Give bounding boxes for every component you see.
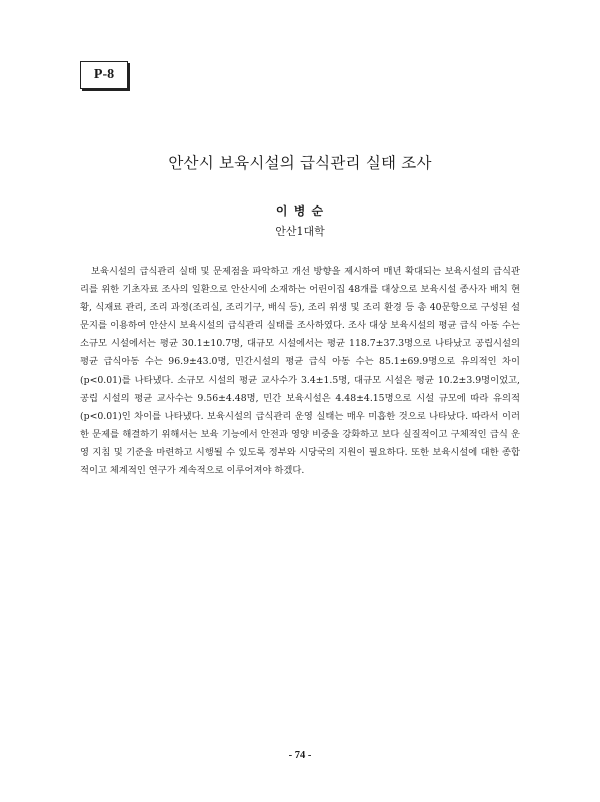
abstract-text: 보육시설의 급식관리 실태 및 문제점을 파악하고 개선 방향을 제시하여 매년 확대되는 보육시설의 급식관리를 위한 기초자료 조사의 일환으로 안산시에 소재하는 어린이집 48개를 대상으로 보육시설 종사자 배치 현황, 식재료 관리, 조리 과정(조리실, 조리기구, 배식 등), 조리 위생 및 조리 환경 등 총 40문항으로 구성된 설문지를 이용하여 안산시 보육시설의 급식관리 실태를 조사하였다. 조사 대상 보육시설의 평균 급식 아동 수는 소규모 시설에서는 평균 30.1±10.7명, 대규모 시설에서는 평균 118.7±37.3명으로 나타났고 공립시설의 평균 급식아동 수는 96.9±43.0명, 민간시설의 평균 급식 아동 수는 85.1±69.9명으로 유의적인 차이(p<0.01)를 나타냈다. 소규모 시설의 평균 교사수가 3.4±1.5명, 대규모 시설은 평균 10.2±3.9명이었고, 공립 시설의 평균 교사수는 9.56±4.48명, 민간 보육시설은 4.48±4.15명으로 시설 규모에 따라 유의적(p<0.01)인 차이를 나타냈다. 보육시설의 급식관리 운영 실태는 매우 미흡한 것으로 나타났다. 따라서 이러한 문제를 해결하기 위해서는 보육 기능에서 안전과 영양 비중을 강화하고 보다 실질적이고 구체적인 급식 운영 지침 및 기준을 마련하고 시행될 수 있도록 정부와 시당국의 지원이 필요하다. 또한 보육시설에 대한 종합적이고 체계적인 연구가 계속적으로 이루어져야 하겠다. [80,266,520,477]
poster-number-badge [80,61,128,89]
poster-number: P-8 [93,67,115,82]
author-affiliation: 안산1대학 [275,225,325,238]
page-number: - 74 - [288,750,312,761]
paper-title: 안산시 보육시설의 급식관리 실태 조사 [168,154,432,172]
author-name: 이 병 순 [275,204,325,218]
